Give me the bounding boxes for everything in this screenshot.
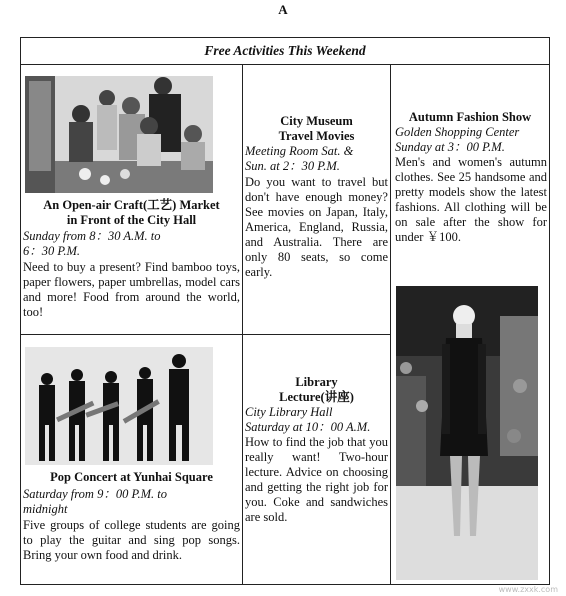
- library-cell: [243, 335, 390, 586]
- craft-market-photo: [25, 76, 213, 193]
- fashion-cell: [391, 64, 549, 586]
- museum-place-line1: Meeting Room Sat. &: [245, 144, 354, 158]
- craft-description: Need to buy a present? Find bamboo toys, paper flowers, paper umbrellas, model cars and more! Food from around the world, too!: [23, 260, 240, 319]
- library-heading-line1: Library: [295, 375, 338, 389]
- concert-cell: [21, 335, 242, 586]
- museum-heading-line1: City Museum: [280, 114, 353, 128]
- table-title: Free Activities This Weekend: [21, 38, 549, 65]
- concert-heading: Pop Concert at Yunhai Square: [50, 470, 213, 484]
- fashion-show-photo: [396, 286, 538, 580]
- museum-cell: [243, 64, 390, 334]
- library-time: Saturday at 10：00 A.M.: [245, 420, 371, 434]
- craft-heading-line1: An Open-air Craft(工艺) Market: [43, 198, 220, 212]
- concert-time: [23, 487, 240, 517]
- craft-time-line1: Sunday from 8：30 A.M. to: [23, 229, 161, 243]
- craft-heading: [23, 198, 240, 228]
- library-heading-line2: Lecture(讲座): [279, 390, 354, 404]
- library-heading: [245, 375, 388, 405]
- concert-time-line2: midnight: [23, 502, 68, 516]
- museum-heading: [245, 114, 388, 144]
- craft-time: [23, 229, 240, 259]
- library-place: City Library Hall: [245, 405, 333, 419]
- museum-description: Do you want to travel but don't have enough money? See movies on Japan, Italy, America, England, Russia, and Australia. There are only 80 seats, so come early.: [245, 175, 388, 279]
- fashion-description: Men's and women's autumn clothes. See 25 handsome and pretty models show the latest fashions. All clothing will be on sale after the show for under ￥100.: [395, 155, 547, 244]
- concert-photo: [25, 347, 213, 465]
- concert-time-line1: Saturday from 9：00 P.M. to: [23, 487, 167, 501]
- concert-description: Five groups of college students are going to play the guitar and sing pop songs. Bring your own food and drink.: [23, 518, 240, 562]
- museum-place-line2: Sun. at 2：30 P.M.: [245, 159, 340, 173]
- museum-heading-line2: Travel Movies: [278, 129, 355, 143]
- section-letter: A: [278, 2, 288, 17]
- fashion-time: Sunday at 3：00 P.M.: [395, 140, 505, 154]
- craft-market-cell: [21, 64, 242, 334]
- fashion-place: Golden Shopping Center: [395, 125, 520, 139]
- activities-table: [20, 37, 550, 585]
- fashion-heading: Autumn Fashion Show: [408, 110, 532, 124]
- museum-place-time: [245, 144, 388, 174]
- watermark: www.zxxk.com: [498, 585, 558, 594]
- library-description: How to find the job that you really want! Two-hour lecture. Advice on choosing and getting the right job for you. Coke and sandwiches are sold.: [245, 435, 388, 524]
- craft-heading-line2: in Front of the City Hall: [66, 213, 197, 227]
- craft-time-line2: 6：30 P.M.: [23, 244, 81, 258]
